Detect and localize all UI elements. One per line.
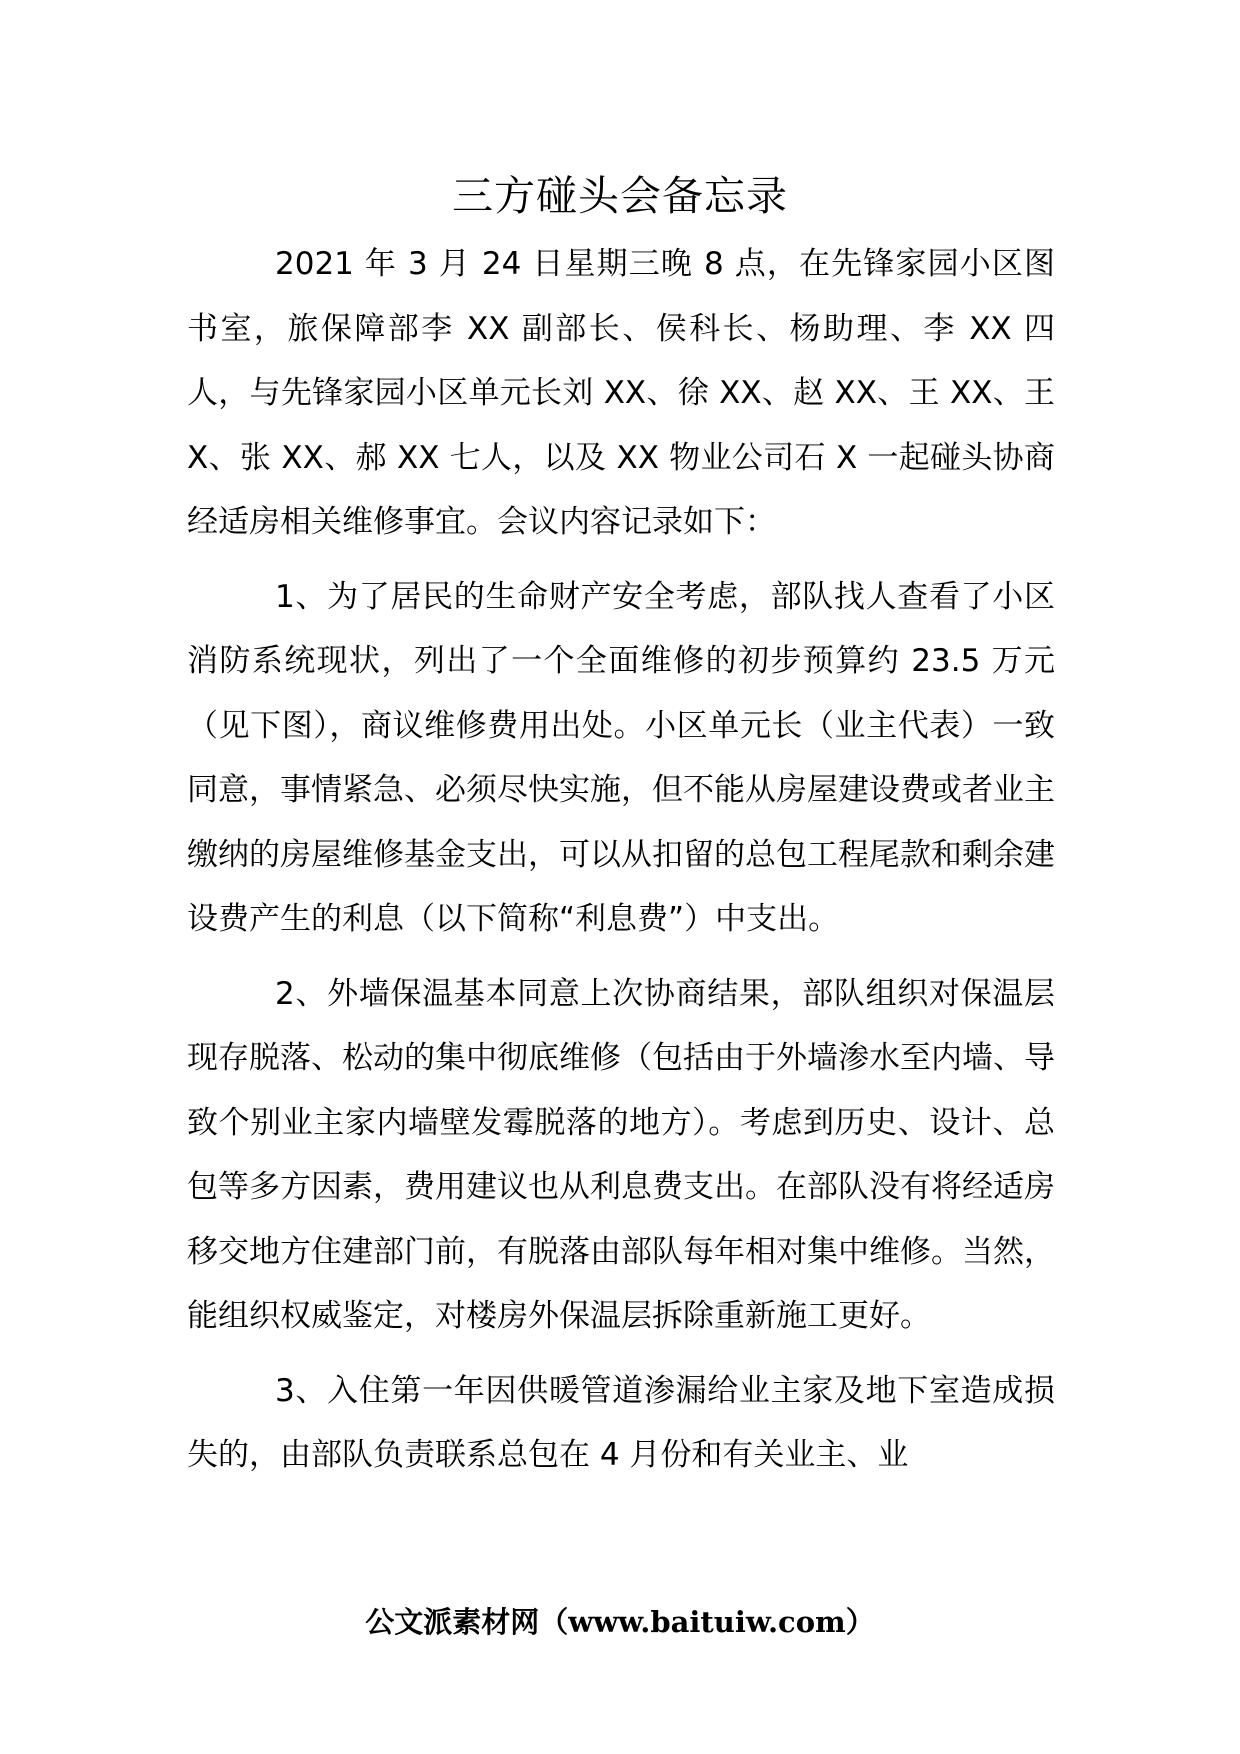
document-title: 三方碰头会备忘录 [452, 172, 788, 220]
document-body [187, 232, 1055, 1488]
paragraph-intro: 2021 年 3 月 24 日星期三晚 8 点，在先锋家园小区图书室，旅保障部李 XX 副部长、侯科长、杨助理、李 XX 四人，与先锋家园小区单元长刘 XX、徐 XX、赵 XX、王 XX、王 X、张 XX、郝 XX 七人，以及 XX 物业公司石 X 一起碰头协商经适房相关维修事宜。会议内容记录如下： [187, 246, 1055, 540]
paragraph-item-1: 1、为了居民的生命财产安全考虑，部队找人查看了小区消防系统现状，列出了一个全面维修的初步预算约 23.5 万元（见下图），商议维修费用出处。小区单元长（业主代表）一致同意，事情紧急、必须尽快实施，但不能从房屋建设费或者业主缴纳的房屋维修基金支出，可以从扣留的总包工程尾款和剩余建设费产生的利息（以下简称“利息费”）中支出。 [187, 578, 1055, 937]
page-footer-watermark: 公文派素材网（www.baituiw.com） [365, 1605, 875, 1639]
paragraph-item-3: 3、入住第一年因供暖管道渗漏给业主家及地下室造成损失的，由部队负责联系总包在 4 月份和有关业主、业 [187, 1372, 1055, 1473]
paragraph-item-2: 2、外墙保温基本同意上次协商结果，部队组织对保温层现存脱落、松动的集中彻底维修（包括由于外墙渗水至内墙、导致个别业主家内墙壁发霉脱落的地方）。考虑到历史、设计、总包等多方因素，费用建议也从利息费支出。在部队没有将经适房移交地方住建部门前，有脱落由部队每年相对集中维修。当然，能组织权威鉴定，对楼房外保温层拆除重新施工更好。 [187, 975, 1055, 1334]
